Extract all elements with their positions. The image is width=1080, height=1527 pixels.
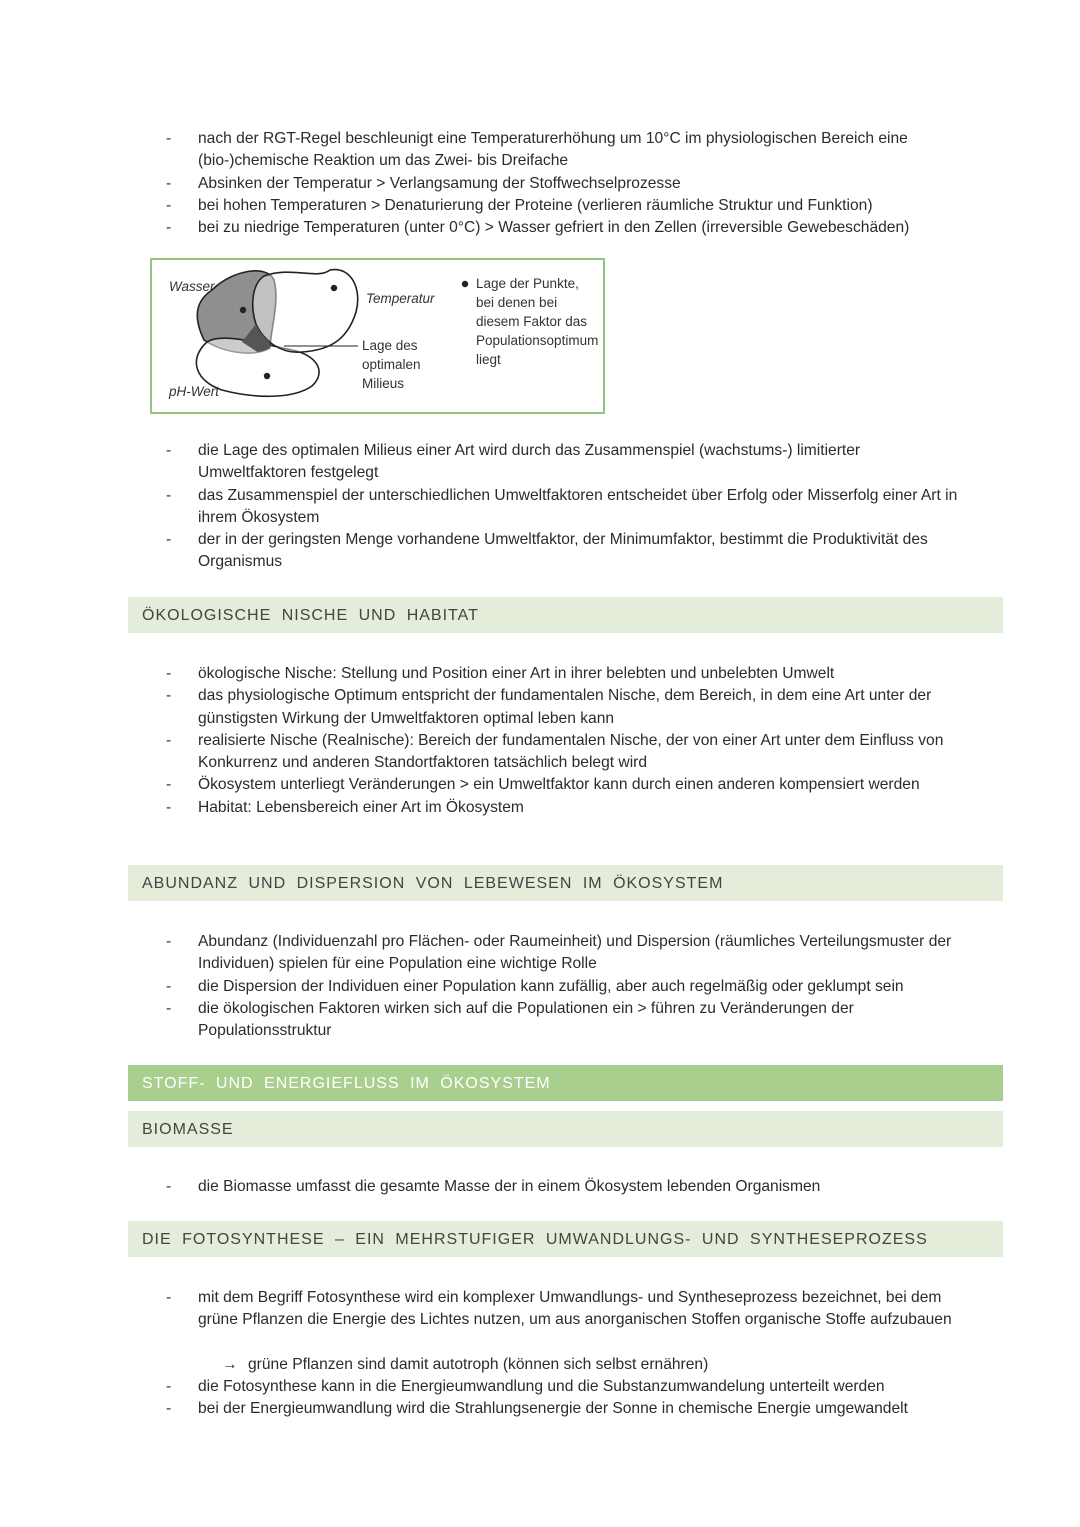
list-item: - realisierte Nische (Realnische): Bereich der fundamentalen Nische, der von einer Art unter dem Einfluss von Konkurrenz und anderen Standortfaktoren tatsächlich belegt wird (160, 730, 960, 775)
section-title: ABUNDANZ UND DISPERSION VON LEBEWESEN IM ÖKOSYSTEM (142, 875, 724, 892)
abundance-bullet-list (160, 931, 960, 1042)
section-title: ÖKOLOGISCHE NISCHE UND HABITAT (142, 607, 479, 624)
biomass-bullet-list (160, 1176, 960, 1198)
list-item: - Ökosystem unterliegt Veränderungen > ein Umweltfaktor kann durch einen anderen kompensiert werden (160, 774, 960, 796)
list-item: - bei zu niedrige Temperaturen (unter 0°C) > Wasser gefriert in den Zellen (irreversible Gewebeschäden) (160, 217, 960, 239)
list-item: - mit dem Begriff Fotosynthese wird ein komplexer Umwandlungs- und Syntheseprozess bezeichnet, bei dem grüne Pflanzen die Energie des Lichtes nutzen, um aus anorganischen Stoffen organische Stoffe aufzubauen (160, 1287, 960, 1332)
section-header-abundance (128, 865, 1003, 901)
sub-point-text: grüne Pflanzen sind damit autotroph (können sich selbst ernähren) (248, 1356, 709, 1373)
photosynthesis-bullet-list-2 (160, 1376, 960, 1421)
label-ph: pH-Wert (169, 384, 220, 399)
arrow-right-icon: → (222, 1356, 238, 1373)
legend-text: Lage der Punkte, bei denen bei diesem Faktor das Populationsoptimum liegt (476, 276, 599, 367)
section-title: STOFF- UND ENERGIEFLUSS IM ÖKOSYSTEM (142, 1075, 551, 1092)
list-item: - das physiologische Optimum entspricht der fundamentalen Nische, dem Bereich, in dem eine Art unter der günstigsten Wirkung der Umweltfaktoren optimal leben kann (160, 685, 960, 730)
section-header-niche (128, 597, 1003, 633)
list-item: - der in der geringsten Menge vorhandene Umweltfaktor, der Minimumfaktor, bestimmt die Produktivität des Organismus (160, 529, 960, 574)
list-item: - Absinken der Temperatur > Verlangsamung der Stoffwechselprozesse (160, 173, 960, 195)
list-item: - die Dispersion der Individuen einer Population kann zufällig, aber auch regelmäßig oder geklumpt sein (160, 976, 960, 998)
niche-bullet-list (160, 663, 960, 819)
list-item: - Abundanz (Individuenzahl pro Flächen- oder Raumeinheit) und Dispersion (räumliches Verteilungsmuster der Individuen) spielen für eine Population eine wichtige Rolle (160, 931, 960, 976)
list-item: - nach der RGT-Regel beschleunigt eine Temperaturerhöhung um 10°C im physiologischen Bereich eine (bio-)chemische Reaktion um das Zwei- bis Dreifache (160, 128, 960, 173)
label-optimum-milieu: Lage des optimalen Milieus (362, 338, 421, 391)
section-header-biomass (128, 1111, 1003, 1147)
intro-bullet-list (160, 128, 960, 239)
photosynthesis-bullet-list (160, 1287, 960, 1332)
milieu-bullet-list (160, 440, 960, 574)
optimum-milieu-diagram (150, 258, 605, 414)
temperature-region (253, 270, 358, 353)
temperature-optimum-point (331, 285, 337, 291)
list-item: - die ökologischen Faktoren wirken sich auf die Populationen ein > führen zu Veränderungen der Populationsstruktur (160, 998, 960, 1043)
section-header-flow (128, 1065, 1003, 1101)
list-item: - bei der Energieumwandlung wird die Strahlungsenergie der Sonne in chemische Energie umgewandelt (160, 1398, 960, 1420)
water-optimum-point (240, 307, 246, 313)
label-water: Wasser (169, 279, 215, 294)
section-header-photosynthesis (128, 1221, 1003, 1257)
ph-optimum-point (264, 373, 270, 379)
sub-point (160, 1354, 1022, 1376)
legend-bullet (462, 281, 468, 287)
label-temperature: Temperatur (366, 291, 435, 306)
list-item: - die Fotosynthese kann in die Energieumwandlung und die Substanzumwandelung unterteilt werden (160, 1376, 960, 1398)
section-title: DIE FOTOSYNTHESE – EIN MEHRSTUFIGER UMWANDLUNGS- UND SYNTHESEPROZESS (142, 1231, 928, 1248)
list-item: - das Zusammenspiel der unterschiedlichen Umweltfaktoren entscheidet über Erfolg oder Misserfolg einer Art in ihrem Ökosystem (160, 485, 960, 530)
list-item: - die Biomasse umfasst die gesamte Masse der in einem Ökosystem lebenden Organismen (160, 1176, 960, 1198)
section-title: BIOMASSE (142, 1121, 234, 1138)
list-item: - ökologische Nische: Stellung und Position einer Art in ihrer belebten und unbelebten Umwelt (160, 663, 960, 685)
list-item: - die Lage des optimalen Milieus einer Art wird durch das Zusammenspiel (wachstums-) limitierter Umweltfaktoren festgelegt (160, 440, 960, 485)
list-item: - Habitat: Lebensbereich einer Art im Ökosystem (160, 797, 960, 819)
list-item: - bei hohen Temperaturen > Denaturierung der Proteine (verlieren räumliche Struktur und Funktion) (160, 195, 960, 217)
